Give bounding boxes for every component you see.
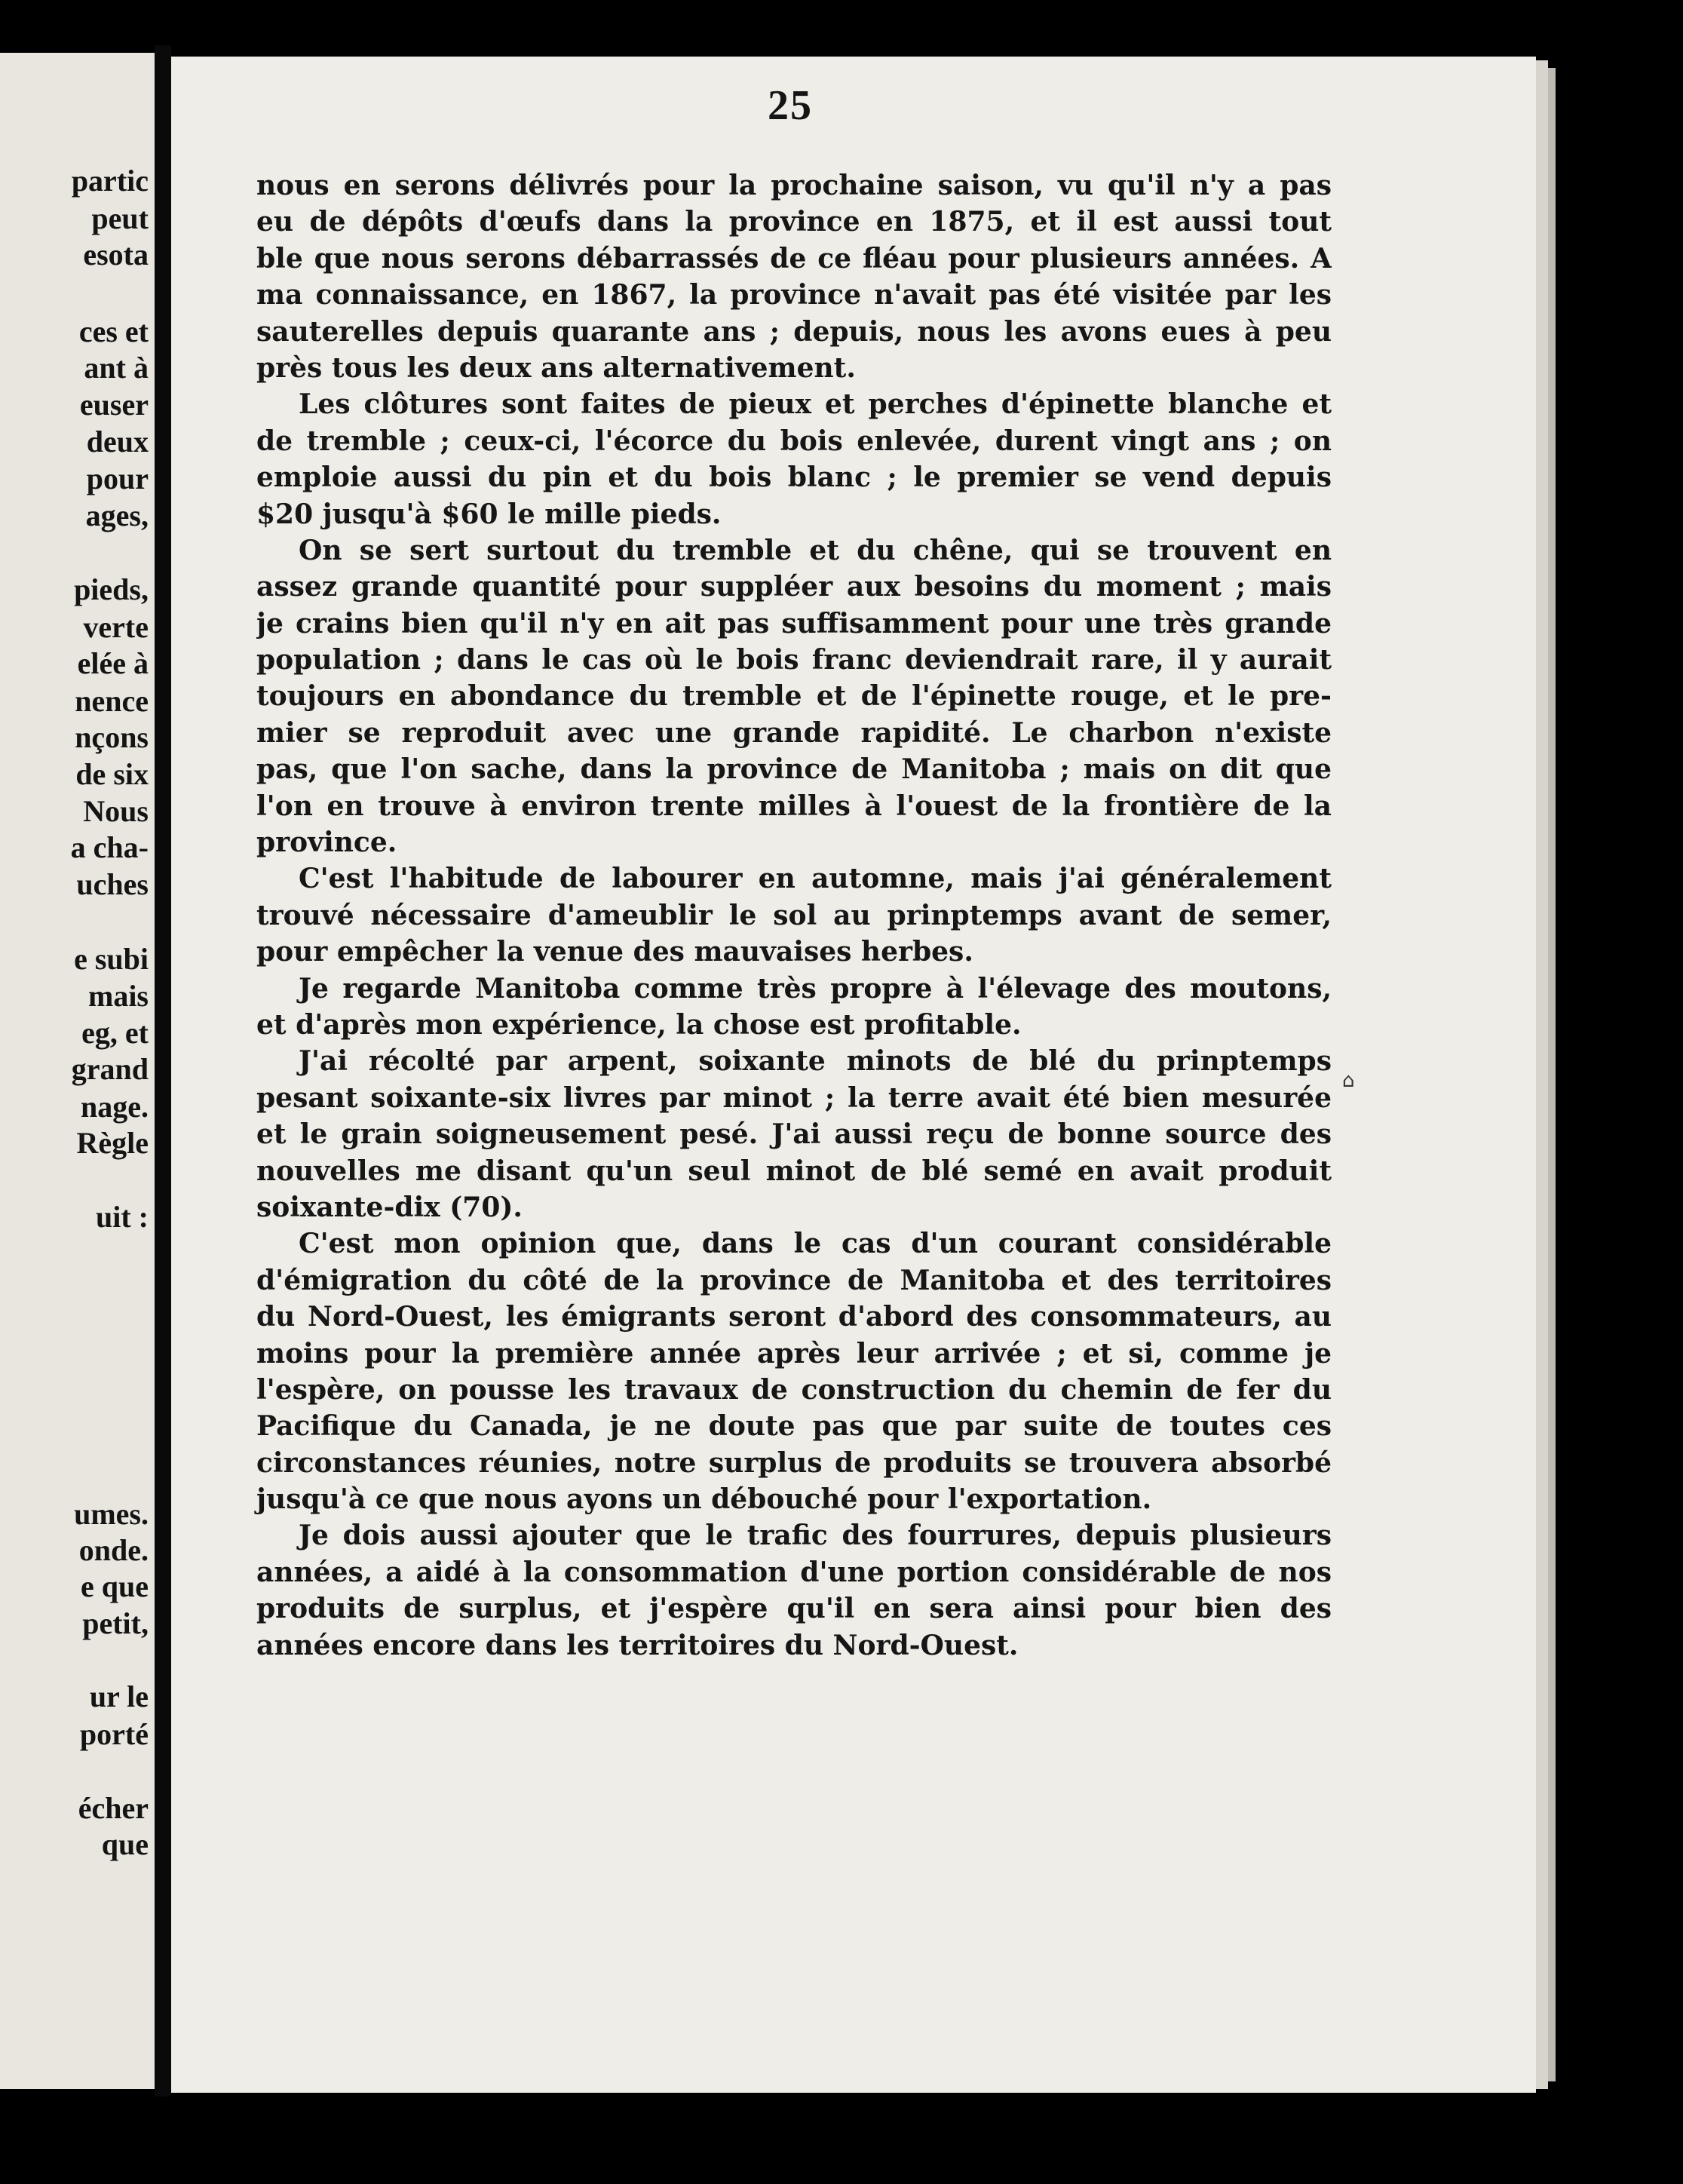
left-page-fragment: e que <box>81 1569 149 1603</box>
text-line: toujours en abondance du tremble et de l'épinette rouge, et le pre- <box>256 680 1332 713</box>
left-page-fragment: e subi <box>74 942 149 976</box>
left-page-fragment: mais <box>88 979 149 1013</box>
text-line: circonstances réunies, notre surplus de produits se trouvera absorbé <box>256 1446 1332 1479</box>
text-line: mier se reproduit avec une grande rapidité. Le charbon n'existe <box>256 716 1332 749</box>
text-line: l'espère, on pousse les travaux de construction du chemin de fer du <box>256 1373 1332 1406</box>
left-page-fragment: ages, <box>85 498 149 532</box>
page-edge <box>1536 60 1548 2089</box>
text-line: On se sert surtout du tremble et du chêne, qui se trouvent en <box>299 534 1332 566</box>
text-line: je crains bien qu'il n'y en ait pas suffisamment pour une très grande <box>256 607 1332 640</box>
text-line: assez grande quantité pour suppléer aux besoins du moment ; mais <box>256 571 1332 603</box>
left-page-fragment: a cha- <box>70 830 149 864</box>
body-text <box>256 167 1332 1664</box>
left-page-fragment: que <box>101 1827 149 1861</box>
text-line: eu de dépôts d'œufs dans la province en 1875, et il est aussi tout <box>256 206 1332 238</box>
left-page-fragment: onde. <box>78 1533 149 1567</box>
text-line: emploie aussi du pin et du bois blanc ; le premier se vend depuis <box>256 462 1332 494</box>
margin-mark: ⌂ <box>1342 1069 1355 1092</box>
left-facing-page <box>0 53 155 2089</box>
left-page-fragment: porté <box>79 1717 149 1751</box>
left-page-fragment: partic <box>71 164 149 198</box>
text-line: $20 jusqu'à $60 le mille pieds. <box>256 498 722 530</box>
left-page-fragment: écher <box>78 1791 149 1825</box>
left-page-fragment: Règle <box>76 1126 149 1160</box>
left-page-fragment: nçons <box>75 720 149 754</box>
text-line: Je dois aussi ajouter que le trafic des fourrures, depuis plusieurs <box>299 1520 1332 1552</box>
text-line: province. <box>256 827 397 859</box>
text-line: C'est mon opinion que, dans le cas d'un courant considérable <box>299 1228 1332 1260</box>
text-line: pesant soixante-six livres par minot ; la terre avait été bien mesurée <box>256 1081 1332 1114</box>
left-page-fragment: verte <box>83 610 149 644</box>
text-line: et le grain soigneusement pesé. J'ai aussi reçu de bonne source des <box>256 1118 1332 1151</box>
left-page-fragment: uit : <box>96 1200 149 1234</box>
text-line: l'on en trouve à environ trente milles à l'ouest de la frontière de la <box>256 790 1332 822</box>
text-line: jusqu'à ce que nous ayons un débouché pour l'exportation. <box>256 1483 1152 1516</box>
page-edge-shadow <box>1548 68 1556 2081</box>
left-page-fragment: ant à <box>84 351 149 385</box>
text-line: population ; dans le cas où le bois franc deviendrait rare, il y aurait <box>256 644 1332 676</box>
left-page-fragment: nage. <box>81 1090 149 1124</box>
text-line: ble que nous serons débarrassés de ce fléau pour plusieurs années. A <box>256 242 1332 275</box>
left-page-fragment: petit, <box>82 1606 149 1640</box>
text-line: nous en serons délivrés pour la prochaine saison, vu qu'il n'y a pas <box>256 170 1332 201</box>
text-line: du Nord-Ouest, les émigrants seront d'abord des consommateurs, au <box>256 1301 1332 1333</box>
text-line: années encore dans les territoires du Nord-Ouest. <box>256 1629 1019 1661</box>
text-line: pour empêcher la venue des mauvaises herbes. <box>256 936 973 968</box>
left-page-fragment: peut <box>91 201 149 235</box>
text-line: d'émigration du côté de la province de Manitoba et des territoires <box>256 1264 1332 1296</box>
page-number: 25 <box>768 82 813 129</box>
left-page-fragment: umes. <box>74 1497 149 1531</box>
text-line: Pacifique du Canada, je ne doute pas que par suite de toutes ces <box>256 1410 1332 1443</box>
text-line: trouvé nécessaire d'ameublir le sol au prinptemps avant de semer, <box>256 899 1332 931</box>
text-line: et d'après mon expérience, la chose est profitable. <box>256 1008 1022 1041</box>
text-line: C'est l'habitude de labourer en automne, mais j'ai généralement <box>299 863 1332 895</box>
text-line: nouvelles me disant qu'un seul minot de blé semé en avait produit <box>256 1155 1332 1187</box>
left-page-fragment: Nous <box>83 794 149 828</box>
text-line: Je regarde Manitoba comme très propre à l'élevage des moutons, <box>299 972 1332 1005</box>
left-page-fragment: deux <box>86 425 149 459</box>
text-line: sauterelles depuis quarante ans ; depuis, nous les avons eues à peu <box>256 315 1332 348</box>
text-line: soixante-dix (70). <box>256 1191 523 1223</box>
left-page-fragment: de six <box>75 757 149 791</box>
left-page-fragment: pour <box>86 462 149 495</box>
left-page-fragment: euser <box>79 388 149 422</box>
text-line: ma connaissance, en 1867, la province n'avait pas été visitée par les <box>256 279 1332 311</box>
left-page-fragment: esota <box>83 238 149 271</box>
left-page-fragment: elée à <box>77 646 149 680</box>
left-page-fragment: ur le <box>89 1679 149 1713</box>
left-page-fragment: nence <box>75 684 149 718</box>
text-line: près tous les deux ans alternativement. <box>256 351 856 384</box>
left-page-fragment: grand <box>71 1052 149 1086</box>
left-page-fragment: ces et <box>78 314 149 348</box>
text-line: J'ai récolté par arpent, soixante minots de blé du prinptemps <box>299 1045 1332 1078</box>
text-line: pas, que l'on sache, dans la province de Manitoba ; mais on dit que <box>256 753 1332 786</box>
text-line: de tremble ; ceux-ci, l'écorce du bois enlevée, durent vingt ans ; on <box>256 425 1332 457</box>
left-page-fragment: pieds, <box>74 572 149 606</box>
text-line: produits de surplus, et j'espère qu'il en sera ainsi pour bien des <box>256 1593 1332 1625</box>
text-line: moins pour la première année après leur arrivée ; et si, comme je <box>256 1337 1332 1370</box>
left-page-fragment: eg, et <box>81 1016 149 1050</box>
text-line: Les clôtures sont faites de pieux et perches d'épinette blanche et <box>299 388 1332 421</box>
page-gutter <box>155 45 171 2097</box>
left-page-fragment: uches <box>76 867 149 901</box>
text-line: années, a aidé à la consommation d'une portion considérable de nos <box>256 1556 1332 1588</box>
